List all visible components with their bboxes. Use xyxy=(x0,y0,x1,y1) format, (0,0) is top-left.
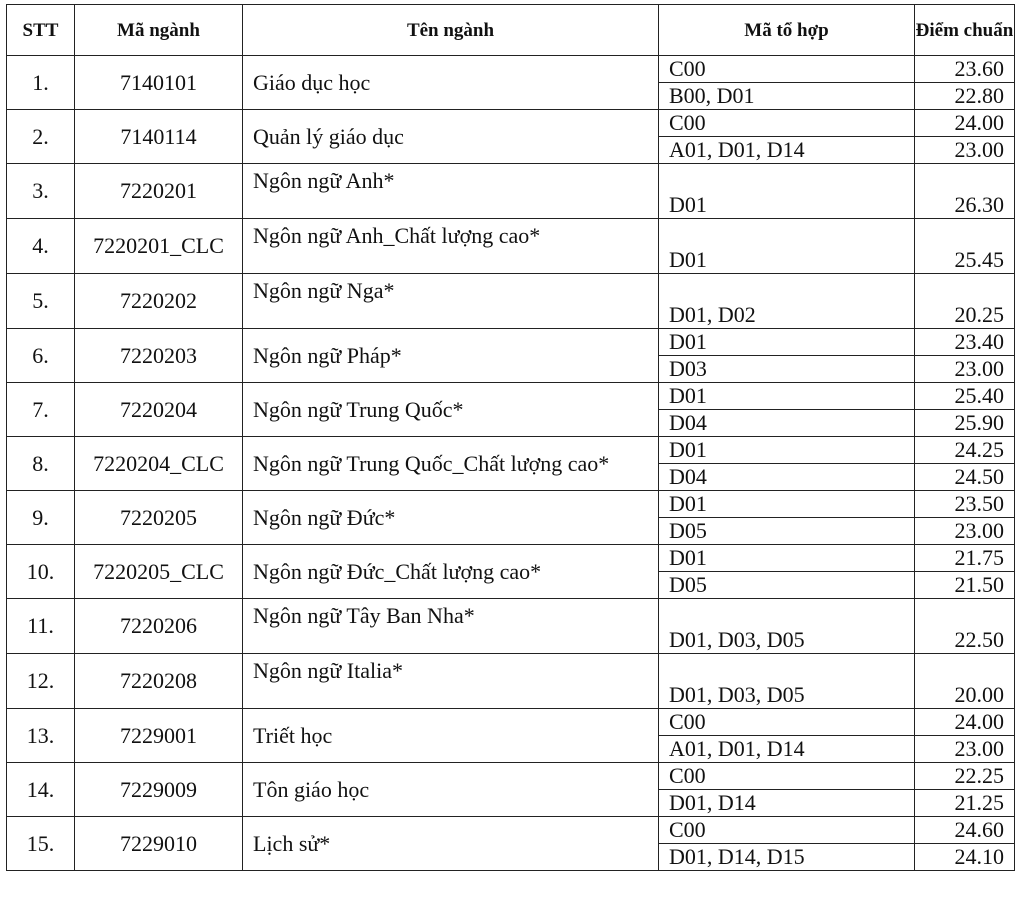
header-stt: STT xyxy=(7,5,75,56)
major-code: 7220204_CLC xyxy=(75,437,243,491)
cutoff-score: 24.25 xyxy=(915,437,1015,464)
row-number: 2. xyxy=(7,110,75,164)
subject-combination: D01 xyxy=(659,437,915,464)
subject-combination: A01, D01, D14 xyxy=(659,137,915,164)
major-name: Ngôn ngữ Pháp* xyxy=(243,329,659,383)
major-code: 7229010 xyxy=(75,817,243,871)
cutoff-score: 22.25 xyxy=(915,763,1015,790)
subject-combination: D01 xyxy=(659,164,915,219)
major-code: 7220204 xyxy=(75,383,243,437)
row-number: 4. xyxy=(7,219,75,274)
major-name: Ngôn ngữ Italia* xyxy=(243,654,659,709)
admission-score-table xyxy=(6,4,1015,871)
subject-combination: D01 xyxy=(659,491,915,518)
cutoff-score: 20.00 xyxy=(915,654,1015,709)
cutoff-score: 24.00 xyxy=(915,709,1015,736)
subject-combination: D05 xyxy=(659,518,915,545)
major-code: 7220205_CLC xyxy=(75,545,243,599)
cutoff-score: 24.60 xyxy=(915,817,1015,844)
cutoff-score: 21.50 xyxy=(915,572,1015,599)
header-major-code: Mã ngành xyxy=(75,5,243,56)
major-code: 7220203 xyxy=(75,329,243,383)
major-code: 7229001 xyxy=(75,709,243,763)
major-code: 7220208 xyxy=(75,654,243,709)
cutoff-score: 21.25 xyxy=(915,790,1015,817)
table-row xyxy=(7,329,1015,356)
cutoff-score: 20.25 xyxy=(915,274,1015,329)
table-row xyxy=(7,709,1015,736)
table-row xyxy=(7,164,1015,219)
subject-combination: D01, D02 xyxy=(659,274,915,329)
cutoff-score: 23.00 xyxy=(915,356,1015,383)
major-code: 7220202 xyxy=(75,274,243,329)
cutoff-score: 24.50 xyxy=(915,464,1015,491)
header-row xyxy=(7,5,1015,56)
cutoff-score: 23.60 xyxy=(915,56,1015,83)
table-row xyxy=(7,599,1015,654)
row-number: 9. xyxy=(7,491,75,545)
table-header xyxy=(7,5,1015,56)
cutoff-score: 25.40 xyxy=(915,383,1015,410)
row-number: 5. xyxy=(7,274,75,329)
subject-combination: D01 xyxy=(659,219,915,274)
cutoff-score: 23.40 xyxy=(915,329,1015,356)
subject-combination: A01, D01, D14 xyxy=(659,736,915,763)
major-name: Lịch sử* xyxy=(243,817,659,871)
table-row xyxy=(7,110,1015,137)
row-number: 15. xyxy=(7,817,75,871)
major-name: Tôn giáo học xyxy=(243,763,659,817)
table-row xyxy=(7,274,1015,329)
subject-combination: B00, D01 xyxy=(659,83,915,110)
row-number: 14. xyxy=(7,763,75,817)
row-number: 6. xyxy=(7,329,75,383)
major-name: Ngôn ngữ Tây Ban Nha* xyxy=(243,599,659,654)
cutoff-score: 23.00 xyxy=(915,137,1015,164)
table-row xyxy=(7,219,1015,274)
cutoff-score: 23.50 xyxy=(915,491,1015,518)
subject-combination: D03 xyxy=(659,356,915,383)
cutoff-score: 25.90 xyxy=(915,410,1015,437)
subject-combination: C00 xyxy=(659,709,915,736)
row-number: 10. xyxy=(7,545,75,599)
cutoff-score: 22.80 xyxy=(915,83,1015,110)
subject-combination: C00 xyxy=(659,56,915,83)
table-row xyxy=(7,437,1015,464)
row-number: 3. xyxy=(7,164,75,219)
major-code: 7220201 xyxy=(75,164,243,219)
row-number: 7. xyxy=(7,383,75,437)
subject-combination: C00 xyxy=(659,817,915,844)
major-code: 7220205 xyxy=(75,491,243,545)
subject-combination: D01, D03, D05 xyxy=(659,654,915,709)
major-code: 7220206 xyxy=(75,599,243,654)
major-name: Ngôn ngữ Nga* xyxy=(243,274,659,329)
cutoff-score: 22.50 xyxy=(915,599,1015,654)
cutoff-score: 26.30 xyxy=(915,164,1015,219)
major-name: Ngôn ngữ Trung Quốc_Chất lượng cao* xyxy=(243,437,659,491)
cutoff-score: 23.00 xyxy=(915,518,1015,545)
subject-combination: C00 xyxy=(659,763,915,790)
cutoff-score: 23.00 xyxy=(915,736,1015,763)
subject-combination: D04 xyxy=(659,410,915,437)
major-code: 7140101 xyxy=(75,56,243,110)
header-major-name: Tên ngành xyxy=(243,5,659,56)
table-row xyxy=(7,545,1015,572)
cutoff-score: 25.45 xyxy=(915,219,1015,274)
row-number: 11. xyxy=(7,599,75,654)
cutoff-score: 24.10 xyxy=(915,844,1015,871)
cutoff-score: 24.00 xyxy=(915,110,1015,137)
header-cutoff-score: Điểm chuẩn xyxy=(915,5,1015,56)
major-name: Giáo dục học xyxy=(243,56,659,110)
major-name: Ngôn ngữ Đức_Chất lượng cao* xyxy=(243,545,659,599)
header-subject-combination: Mã tổ hợp xyxy=(659,5,915,56)
table-row xyxy=(7,56,1015,83)
major-code: 7220201_CLC xyxy=(75,219,243,274)
subject-combination: D01 xyxy=(659,329,915,356)
subject-combination: D01, D14 xyxy=(659,790,915,817)
major-name: Quản lý giáo dục xyxy=(243,110,659,164)
table-body xyxy=(7,56,1015,871)
subject-combination: D01, D14, D15 xyxy=(659,844,915,871)
row-number: 8. xyxy=(7,437,75,491)
row-number: 1. xyxy=(7,56,75,110)
row-number: 12. xyxy=(7,654,75,709)
major-name: Triết học xyxy=(243,709,659,763)
subject-combination: D04 xyxy=(659,464,915,491)
major-name: Ngôn ngữ Anh* xyxy=(243,164,659,219)
table-row xyxy=(7,817,1015,844)
subject-combination: D01 xyxy=(659,383,915,410)
table-row xyxy=(7,763,1015,790)
subject-combination: C00 xyxy=(659,110,915,137)
major-code: 7229009 xyxy=(75,763,243,817)
subject-combination: D01, D03, D05 xyxy=(659,599,915,654)
subject-combination: D01 xyxy=(659,545,915,572)
major-code: 7140114 xyxy=(75,110,243,164)
row-number: 13. xyxy=(7,709,75,763)
subject-combination: D05 xyxy=(659,572,915,599)
table-row xyxy=(7,383,1015,410)
table-row xyxy=(7,654,1015,709)
major-name: Ngôn ngữ Anh_Chất lượng cao* xyxy=(243,219,659,274)
major-name: Ngôn ngữ Đức* xyxy=(243,491,659,545)
cutoff-score: 21.75 xyxy=(915,545,1015,572)
table-row xyxy=(7,491,1015,518)
major-name: Ngôn ngữ Trung Quốc* xyxy=(243,383,659,437)
